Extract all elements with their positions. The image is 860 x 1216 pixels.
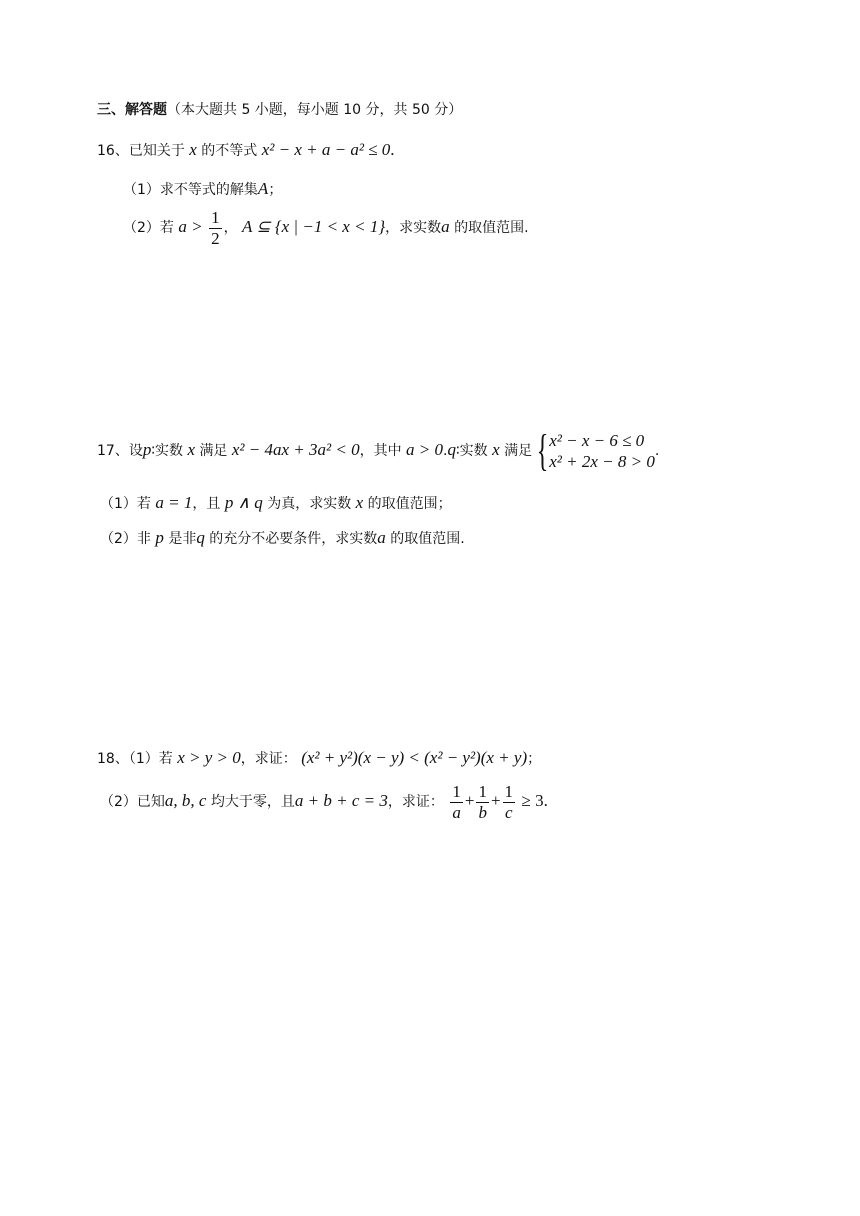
q17-p2-tail: 的充分不必要条件，求实数 [209,531,378,547]
q17-colon1: ∶实数 [151,443,183,459]
q17-stem [97,426,659,475]
q18-frac-b-den: b [478,802,487,822]
q17-sys2: x² + 2x − 8 > 0 [549,452,655,471]
q18-p1-cond: x > y > 0 [177,748,241,767]
q17-sat2: 满足 [504,443,533,459]
q18-p1-expr: (x² + y²)(x − y) < (x² − y²)(x + y) [301,748,528,767]
q16-frac-num: 1 [211,207,220,227]
q17-sys1: x² − x − 6 ≤ 0 [549,431,645,450]
q17-part2 [100,528,465,549]
q18-frac-c [503,782,516,823]
q16-lead: 已知关于 [128,143,185,159]
q17-p1-label: （1） [100,496,137,512]
q16-frac-den: 2 [211,228,220,248]
q18-p2-vars: a, b, c [164,791,207,810]
q18-p2-text: 已知 [136,794,165,810]
q17-p2-var: a [377,528,386,547]
q16-fraction [209,208,222,249]
q16-p1-label: （1） [123,182,160,198]
q17-sys-end: . [654,443,660,459]
q18-part1 [97,748,541,769]
q16-p2-var: a [441,217,450,236]
q17-system [549,430,655,472]
section-title: 三、解答题 [97,102,167,118]
q17-dot: . [443,443,448,459]
q16-p2-subset: A ⊆ {x | −1 < x < 1} [242,217,386,236]
q17-x1: x [187,440,195,459]
q18-frac-a-num: 1 [452,781,461,801]
q18-p2-tail: ，求证： [387,794,444,810]
q18-p1-text: 若 [158,751,173,767]
q17-p2-mid: 是非 [168,531,197,547]
q18-plus-2: + [490,791,501,810]
q18-frac-a-den: a [452,802,461,822]
q18-frac-b [476,782,489,823]
q17-p2-text: 非 [136,531,151,547]
q18-frac-c-den: c [505,802,513,822]
q16-part2 [123,207,529,249]
q17-number: 17、 [97,443,129,459]
q17-p2-p: p [155,528,164,547]
q16-var-x: x [189,140,197,159]
q17-p: p [142,440,152,459]
q16-p1-text: 求不等式的解集 [159,182,258,198]
q18-frac-b-num: 1 [478,781,487,801]
q18-p2-label: （2） [100,794,137,810]
q17-sat1: 满足 [199,443,228,459]
q17-cond: a > 0 [406,440,444,459]
q18-p1-end: ； [527,751,542,767]
q16-p1-end: ； [268,182,283,198]
q18-frac-c-num: 1 [504,781,514,801]
q18-p1-mid: ，求证： [240,751,297,767]
q16-inequality: x² − x + a − a² ≤ 0 [261,140,391,159]
q18-part2 [100,780,548,823]
q16-stem [97,140,395,161]
q17-ineq1: x² − 4ax + 3a² < 0 [231,440,360,459]
q18-plus-1: + [464,791,475,810]
q17-p1-mid: ，且 [192,496,221,512]
q17-p1-expr: p ∧ q [224,493,263,512]
q16-p2-cond: a > [178,217,203,236]
q17-p2-q: q [196,528,205,547]
q17-p2-label: （2） [100,531,137,547]
q18-frac-a [450,782,463,823]
q18-number: 18、 [97,751,129,767]
left-brace-icon: { [536,426,549,475]
q16-p2-tail: ，求实数 [385,220,442,236]
q17-p1-tail: 为真，求实数 [267,496,352,512]
q17-p1-cond: a = 1 [155,493,193,512]
q17-q: q [447,440,456,459]
q16-p2-label: （2） [123,220,160,236]
section-heading [97,100,462,120]
q16-end: . [390,140,395,159]
q18-p2-mid: 均大于零，且 [210,794,295,810]
q16-number: 16、 [97,143,129,159]
q17-colon2: ∶实数 [455,443,488,459]
q17-p1-text: 若 [136,496,151,512]
q16-part1 [123,179,282,200]
q17-p1-end: 的取值范围； [367,496,452,512]
q18-p2-end: . [543,791,548,810]
q17-lead: 设 [128,443,143,459]
section-note: （本大题共 5 小题，每小题 10 分，共 50 分） [167,102,463,118]
q18-p1-label: （1） [128,751,159,767]
q17-x2: x [492,440,500,459]
q17-where: ，其中 [359,443,402,459]
q16-p2-text: 若 [159,220,174,236]
q17-p2-end: 的取值范围. [390,531,465,547]
q18-p2-cond: a + b + c = 3 [294,791,388,810]
q16-p2-sep: ， [223,220,238,236]
q18-geq: ≥ 3 [521,791,544,810]
q17-part1 [100,493,452,514]
q16-mid: 的不等式 [201,143,258,159]
q16-p1-set: A [257,179,269,198]
q17-p1-var: x [355,493,364,512]
q16-p2-end: 的取值范围. [454,220,529,236]
